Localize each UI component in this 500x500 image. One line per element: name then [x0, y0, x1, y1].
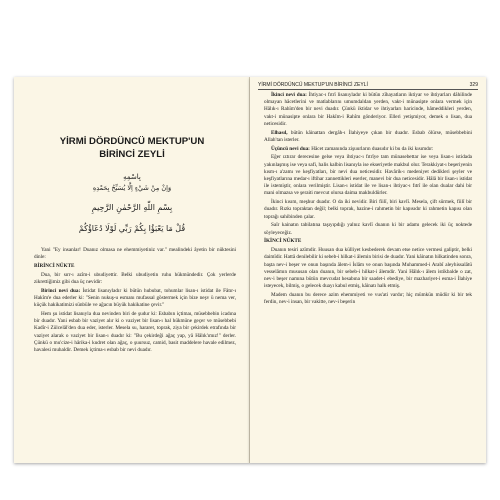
paragraph-text: İstidat lisanıyladır ki bütün hububat, tohumlar lisan-ı istidat ile Fâtır-ı Hakîm'e dua ederler ki: "Senin nukuş-u esmanı mufassal göstermek için bize neşv ü nema ver, küçük hakikatimizi sünbüle ve ağacın büyük hakikatine çevir."	[34, 287, 237, 309]
paragraph-text: Hâcet zamanında zişuurların duasıdır ki bu da iki kısımdır:	[311, 145, 434, 152]
arabic-bismihi: بِاسْمِهِ	[123, 173, 141, 181]
bold-lead: İkinci nevi dua:	[271, 92, 307, 98]
paragraph: Saîr kainatın tabilatına taşıyıpdığı yalnız kavlî duanın ki bir adamı gelecek iki üç noktede söyleyeceğiz.	[264, 222, 472, 236]
page-number: 329	[469, 82, 478, 88]
intro-paragraph: Yani "Ey insanlar! Duanız olmasa ne ehemmiyetiniz var." mealindeki âyetin bir nüktesini dinle:	[34, 247, 236, 261]
paragraph	[264, 146, 472, 153]
chapter-title	[14, 135, 250, 161]
bold-lead: Üçüncü nevi dua:	[271, 145, 310, 152]
paragraph-text: bütün kâinattan dergâh-ı İlahiyeye çıkan bir duadır. Esbab ölürse, müsebbebini Allah'tan isterler.	[264, 129, 472, 143]
paragraph: İkinci kısım, meşhur duadır. O da iki nevidir. Biri fiilî, biri kavlî. Mesela, çift sürmek, fiilî bir duadır. Rızkı topraktan değil; belki toprak, hazine-i rahmetin bir kapısıdır ki rahmetin kapısı olan toprağı sahibinden çalar.	[264, 199, 472, 220]
paragraph: Madem duanın bu derece azim ehemmiyeti ve vus'ati vardır; hiç mümkün müdür ki bir tek ferdin, nev-i insan, bir vakitte, nev-i beşerin	[264, 292, 472, 306]
right-page	[250, 77, 486, 463]
paragraph	[34, 288, 236, 310]
paragraph: Dua, bir sırr-ı azîm-i ubudiyettir. Belki ubudiyetin ruhu hükmündedir. Çok yerlerde zikrettiğimiz gibi dua üç nevidir:	[34, 271, 236, 285]
section-heading-birinci-nukte: BİRİNCİ NÜKTE	[34, 263, 75, 269]
paragraph: Hem şu istidat lisanıyla dua nevinden biri de şudur ki: Esbabın içtimaı, müsebbebin icadına bir duadır. Yani esbab bir vaziyet alır ki o vaziyet bir lisan-ı hal hükmüne geçer ve müsebbebi Kadîr-i Zülcelâl'den dua eder, isterler. Mesela su, hararet, toprak, ziya bir çekirdek etrafında bir vaziyet alarak o vaziyet bir lisan-ı duadır ki: "Bu çekirdeği ağaç yap, yâ Hâlık'ımız!" derler. Çünkü o mu'cize-i hârika-i kudret olan ağaç, o şuursuz, camid, basit maddelere havale edilmez, havalesi muhaldir. Demek içtima-ı esbab bir nevi duadır.	[34, 311, 236, 354]
running-header-title: YİRMİ DÖRDÜNCÜ MEKTUP'UN BİRİNCİ ZEYLİ	[258, 82, 368, 88]
arabic-verse-dua: قُلْ مَا يَعْبَؤُا بِكُمْ رَبِّي لَوْلَا دُعَٓاؤُكُمْ	[78, 224, 186, 233]
paragraph: Eğer ıztırar derecesine gelse veya ihtiyac-ı fıtrîye tam münasebettar ise veya lisan-ı istidada yakınlaşmış ise veya safi, halis kalbin lisanıyla ise ekseriyetle makbul olur. Terakkiyat-ı beşeriyenin kısm-ı a'zamı ve keşfiyatları, bir nevi dua neticesidir. Havârik-ı medeniyet dedikleri şeyler ve keşfiyatlarına medar-ı iftihar zannettikleri eserler, manevi bir dua neticesidir. Hâlâ bir lisan-ı istidat ile istemiştir, onlara verilmiştir. Lisan-ı istidat ile ve lisan-ı ihtiyac-ı fıtrî ile olan dualar dahi bir mani olmazsa ve şeraiti mevcut olursa daima makbuldürler.	[264, 154, 472, 197]
chapter-title-line2: BİRİNCİ ZEYLİ	[99, 149, 165, 160]
arabic-verse-tesbih: وَاِنْ مِنْ شَيْءٍ اِلَّا يُسَبِّحُ بِحَمْدِهِ	[92, 184, 172, 192]
right-body-text	[264, 92, 472, 308]
left-page	[14, 77, 250, 463]
paragraph	[264, 130, 472, 144]
paragraph	[264, 92, 472, 128]
arabic-basmala: بِسْمِ اللّٰهِ الرَّحْمٰنِ الرَّحِيمِ	[91, 203, 173, 212]
bold-lead: Birinci nevi dua:	[41, 287, 81, 294]
chapter-title-line1: YİRMİ DÖRDÜNCÜ MEKTUP'UN	[59, 136, 205, 147]
section-heading-ikinci-nukte: İKİNCİ NÜKTE	[264, 238, 302, 245]
paragraph-text: İhtiyac-ı fıtrî lisanıyladır ki bütün zîhayatların iktiyar ve ihtiyarları dâhilinde olmayan hâcetlerini ve matlablarını umumdaldan yerden, vakt-i münasipte onlara vermek için Hâlık-ı Rahîm'den bir nevi duadır. Çünkü iktidar ve ihtiyarları haricinde, hâmeddikleri yerden, vakt-i münasipte onlara bir Hakîm-i Rahîm gönderiyor. Elleri yetişmiyor, demek o lisan, dua neticesidir.	[264, 92, 473, 127]
bold-lead: Elhasıl,	[271, 129, 288, 136]
paragraph: Duanın tesiri azîmdir. Huusan dua külliyet kesbederek devam etse netice vermesi galiptir, belki daimîdir. Hattâ denilebilir ki sebeb-i hilkat-i âlemin birisi de duadır. Yani kâinatın hilkatinden sonra, başta nev-i beşer ve onun başında âlem-i İslâm ve onun başında Muhammed-i Arabî aleyhissalâtü vesselâmın mususan olan duanın, bir sebeb-i hilkat-i âlemdir. Yani Hâlık-ı âlem istikbalde o zat, nev-i beşer namına bütün mevcudat hesabına bir saadet-i ebediye, bir mazhariyet-i esma-i İlahiye isteyecek, bilmiş, o gelecek duayı kabul etmiş, kâinatı halk etmiş.	[264, 247, 472, 290]
left-body-text	[34, 247, 236, 356]
running-header	[258, 81, 478, 90]
